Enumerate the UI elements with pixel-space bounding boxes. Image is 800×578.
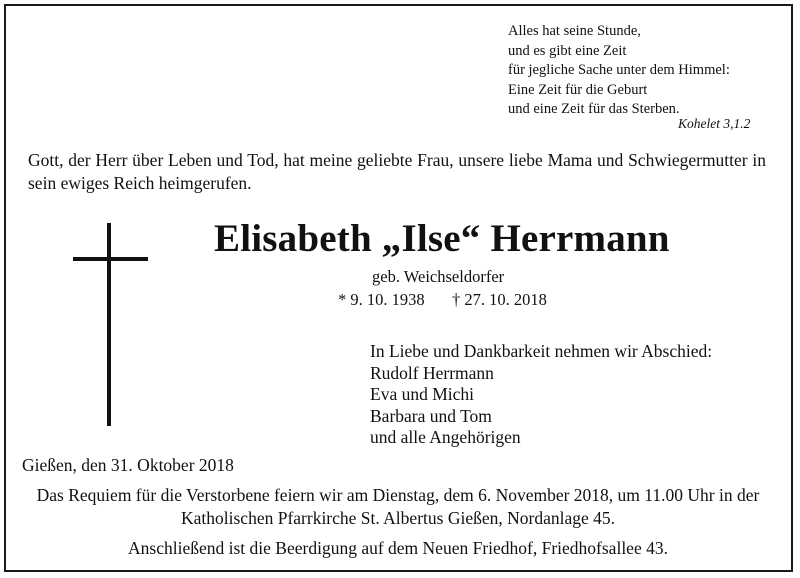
mourner-name: Rudolf Herrmann [370,362,494,383]
verse-line: und es gibt eine Zeit [508,42,627,59]
maiden-name: geb. Weichseldorfer [372,267,505,286]
place-and-date: Gießen, den 31. Oktober 2018 [22,455,234,475]
bible-verse [508,22,730,120]
mourner-name: und alle Angehörigen [370,427,521,447]
farewell-heading: In Liebe und Dankbarkeit nehmen wir Abschied: [370,341,713,361]
verse-reference: Kohelet 3,1.2 [678,116,751,131]
verse-line: für jegliche Sache unter dem Himmel: [508,62,730,78]
death-date: † 27. 10. 2018 [452,290,547,309]
verse-line: Eine Zeit für die Geburt [508,81,648,98]
requiem-notice: Das Requiem für die Verstorbene feiern wir am Dienstag, dem 6. November 2018, um 11.00 Uhr in der Katholischen Pfarrkirche St. Albertus Gießen, Nordanlage 45. [36,485,760,528]
mourner-name: Eva und Michi [370,384,475,404]
birth-date: * 9. 10. 1938 [338,290,425,309]
verse-line: und eine Zeit für das Sterben. [508,101,680,117]
farewell-block [370,341,712,449]
deceased-name: Elisabeth „Ilse“ Herrmann [214,217,670,260]
intro-text: Gott, der Herr über Leben und Tod, hat meine geliebte Frau, unsere liebe Mama und Schwiegermutter in sein ewiges Reich heimgerufen. [28,150,766,193]
cross-icon [107,223,111,426]
burial-notice: Anschließend ist die Beerdigung auf dem Neuen Friedhof, Friedhofsallee 43. [128,538,668,558]
verse-line: Alles hat seine Stunde, [508,23,641,39]
mourner-name: Barbara und Tom [370,405,492,426]
cross-icon-bar [73,257,148,261]
